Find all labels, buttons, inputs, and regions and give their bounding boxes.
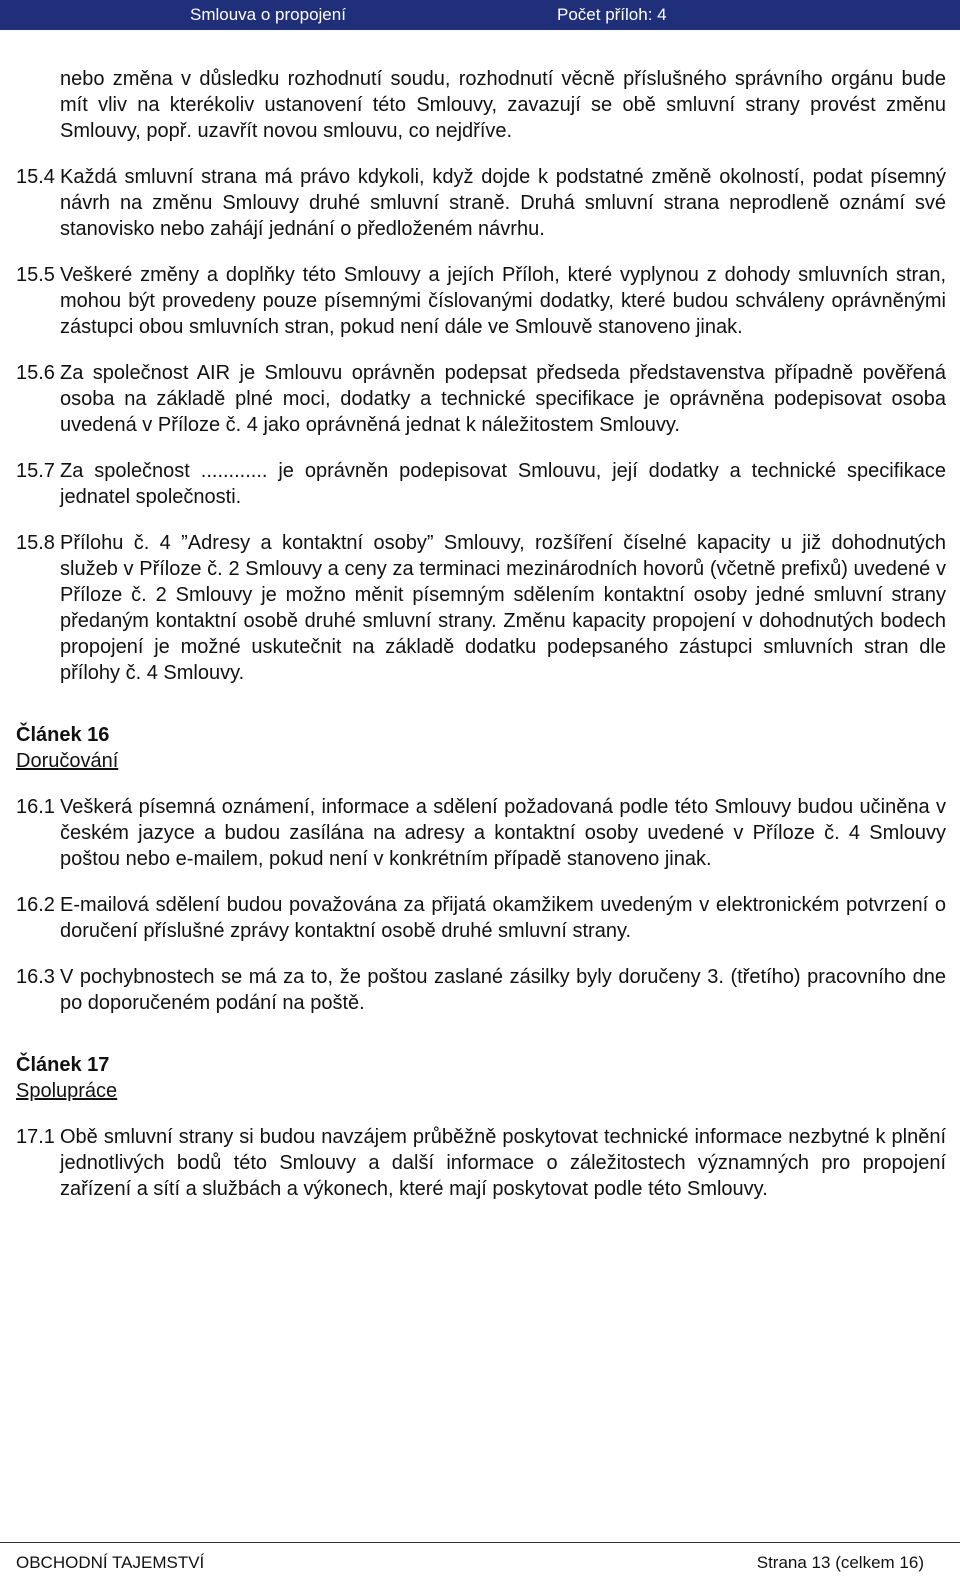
document-title: Smlouva o propojení [190,5,346,24]
page-footer [0,1542,960,1585]
paragraph-text: nebo změna v důsledku rozhodnutí soudu, rozhodnutí věcně příslušného správního orgánu bude mít vliv na kterékoliv ustanovení této Smlouvy, zavazují se obě smluvní strany provést změnu Smlouvy, popř. uzavřít novou smlouvu, co nejdříve. [60,68,946,142]
clause-text: E-mailová sdělení budou považována za přijatá okamžikem uvedeným v elektronickém potvrzení o doručení příslušné zprávy kontaktní osobě druhé smluvní strany. [60,894,946,942]
clause-text: Přílohu č. 4 ”Adresy a kontaktní osoby” Smlouvy, rozšíření číselné kapacity u již dohodnutých služeb v Příloze č. 2 Smlouvy a ceny za terminaci mezinárodních hovorů (včetně prefixů) uvedené v Příloze č. 2 Smlouvy je možno měnit písemným sdělením kontaktní osoby jedné smluvní strany předaným kontaktní osobě druhé smluvní strany. Změnu kapacity propojení v dohodnutých bodech propojení je možné uskutečnit na základě dodatku podepsaného zástupci smluvních stran dle přílohy č. 4 Smlouvy. [60,532,946,684]
article-17-title: Článek 17 [16,1054,110,1076]
clause-number: 15.7 [16,460,55,482]
clause-16-1 [16,794,950,872]
clause-text: Veškeré změny a doplňky této Smlouvy a jejích Příloh, které vyplynou z dohody smluvních stran, mohou být provedeny pouze písemnými číslovanými dodatky, které budou schváleny oprávněnými zástupci obou smluvních stran, pokud není dále ve Smlouvě stanoveno jinak. [60,264,946,338]
clause-number: 15.8 [16,532,55,554]
clause-text: V pochybnostech se má za to, že poštou zaslané zásilky byly doručeny 3. (třetího) pracovního dne po doporučeném podání na poště. [60,966,946,1014]
clause-16-2 [16,892,950,944]
document-body [16,66,950,1222]
page-header [0,0,960,30]
attachment-count: Počet příloh: 4 [557,5,667,24]
continuation-paragraph [16,66,950,144]
clause-number: 15.6 [16,362,55,384]
clause-text: Za společnost AIR je Smlouvu oprávněn podepsat předseda představenstva případně pověřená osoba na základě plné moci, dodatky a technické specifikace je oprávněna podepisovat osoba uvedená v Příloze č. 4 jako oprávněná jednat k náležitostem Smlouvy. [60,362,946,436]
clause-number: 16.1 [16,796,55,818]
clause-15-5 [16,262,950,340]
clause-text: Za společnost ............ je oprávněn podepisovat Smlouvu, její dodatky a technické specifikace jednatel společnosti. [60,460,946,508]
clause-15-8 [16,530,950,686]
clause-15-7 [16,458,950,510]
clause-15-4 [16,164,950,242]
clause-text: Každá smluvní strana má právo kdykoli, když dojde k podstatné změně okolností, podat písemný návrh na změnu Smlouvy druhé smluvní straně. Druhá smluvní strana neprodleně oznámí své stanovisko nebo zahájí jednání o předloženém návrhu. [60,166,946,240]
page-number: Strana 13 (celkem 16) [756,1553,924,1572]
clause-text: Veškerá písemná oznámení, informace a sdělení požadovaná podle této Smlouvy budou učiněna v českém jazyce a budou zasílána na adresy a kontaktní osoby uvedené v Příloze č. 4 Smlouvy poštou nebo e-mailem, pokud není v konkrétním případě stanoveno jinak. [60,796,946,870]
clause-text: Obě smluvní strany si budou navzájem průběžně poskytovat technické informace nezbytné k plnění jednotlivých bodů této Smlouvy a další informace o záležitostech významných pro propojení zařízení a sítí a službách a výkonech, které mají poskytovat podle této Smlouvy. [60,1126,946,1200]
clause-16-3 [16,964,950,1016]
clause-number: 16.3 [16,966,55,988]
clause-number: 15.4 [16,166,55,188]
confidentiality-label: OBCHODNÍ TAJEMSTVÍ [16,1553,205,1572]
clause-number: 17.1 [16,1126,55,1148]
article-17-subtitle: Spolupráce [16,1080,118,1102]
article-16-title: Článek 16 [16,724,110,746]
clause-17-1 [16,1124,950,1202]
clause-number: 15.5 [16,264,55,286]
clause-15-6 [16,360,950,438]
article-16-subtitle: Doručování [16,750,119,772]
clause-number: 16.2 [16,894,55,916]
